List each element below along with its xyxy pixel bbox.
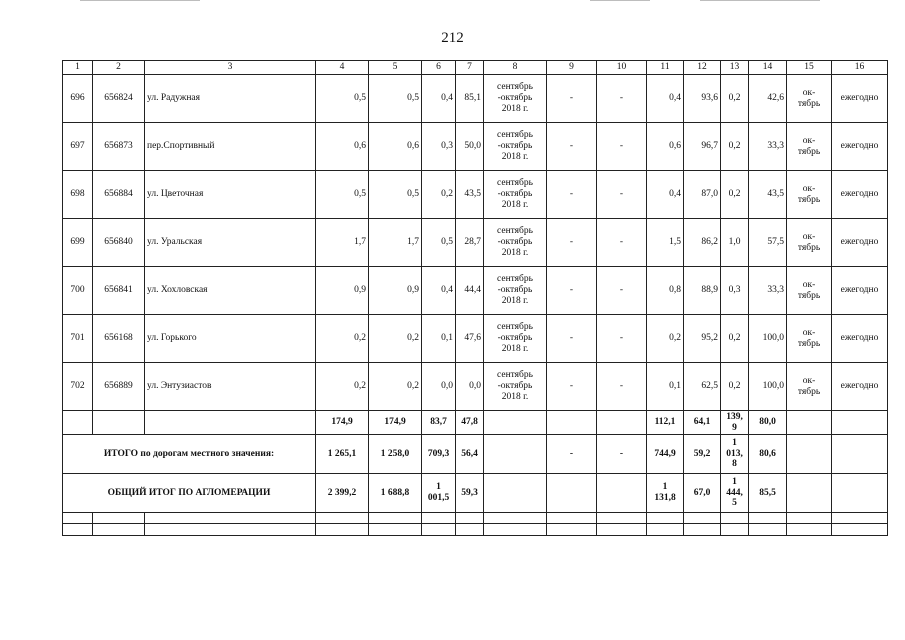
grand-total-c4: 2 399,2 bbox=[316, 474, 369, 513]
subtotal-c4: 174,9 bbox=[316, 411, 369, 435]
row-number-cell: 697 bbox=[63, 123, 93, 171]
period-cell: сентябрь -октябрь 2018 г. bbox=[484, 219, 547, 267]
col-7-cell: 43,5 bbox=[456, 171, 484, 219]
subtotal-c13: 139, 9 bbox=[721, 411, 749, 435]
table-row bbox=[63, 75, 888, 123]
empty-cell bbox=[597, 474, 647, 513]
col-11-cell: 0,8 bbox=[647, 267, 684, 315]
road-code-cell: 656873 bbox=[93, 123, 145, 171]
col-9-cell: - bbox=[547, 267, 597, 315]
col-13-cell: 0,2 bbox=[721, 363, 749, 411]
row-number-cell: 700 bbox=[63, 267, 93, 315]
empty-cell bbox=[787, 435, 832, 474]
header-cell: 11 bbox=[647, 61, 684, 75]
subtotal-row bbox=[63, 411, 888, 435]
row-number-cell: 701 bbox=[63, 315, 93, 363]
header-cell: 3 bbox=[145, 61, 316, 75]
frequency-cell: ежегодно bbox=[832, 219, 888, 267]
empty-cell bbox=[547, 411, 597, 435]
subtotal-c5: 174,9 bbox=[369, 411, 422, 435]
road-code-cell: 656841 bbox=[93, 267, 145, 315]
frequency-cell: ежегодно bbox=[832, 171, 888, 219]
road-name-cell: ул. Хохловская bbox=[145, 267, 316, 315]
table-row bbox=[63, 219, 888, 267]
header-cell: 5 bbox=[369, 61, 422, 75]
top-rule-mid bbox=[590, 0, 650, 1]
col-5-cell: 0,2 bbox=[369, 315, 422, 363]
col-12-cell: 88,9 bbox=[684, 267, 721, 315]
col-4-cell: 0,5 bbox=[316, 171, 369, 219]
header-cell: 13 bbox=[721, 61, 749, 75]
road-code-cell: 656840 bbox=[93, 219, 145, 267]
road-code-cell: 656884 bbox=[93, 171, 145, 219]
col-6-cell: 0,5 bbox=[422, 219, 456, 267]
itogo-c4: 1 265,1 bbox=[316, 435, 369, 474]
empty-cell bbox=[484, 411, 547, 435]
col-12-cell: 62,5 bbox=[684, 363, 721, 411]
empty-cell bbox=[484, 474, 547, 513]
itogo-c14: 80,6 bbox=[749, 435, 787, 474]
blank-row bbox=[63, 513, 888, 524]
month-cell: ок- тябрь bbox=[787, 75, 832, 123]
blank-row bbox=[63, 524, 888, 536]
row-number-cell: 699 bbox=[63, 219, 93, 267]
grand-total-c7: 59,3 bbox=[456, 474, 484, 513]
header-cell: 16 bbox=[832, 61, 888, 75]
col-10-cell: - bbox=[597, 219, 647, 267]
table-row bbox=[63, 363, 888, 411]
month-cell: ок- тябрь bbox=[787, 315, 832, 363]
col-6-cell: 0,3 bbox=[422, 123, 456, 171]
header-cell: 6 bbox=[422, 61, 456, 75]
empty-cell bbox=[832, 435, 888, 474]
col-6-cell: 0,4 bbox=[422, 267, 456, 315]
header-cell: 10 bbox=[597, 61, 647, 75]
grand-total-c12: 67,0 bbox=[684, 474, 721, 513]
col-10-cell: - bbox=[597, 363, 647, 411]
col-13-cell: 0,3 bbox=[721, 267, 749, 315]
col-5-cell: 0,5 bbox=[369, 75, 422, 123]
col-6-cell: 0,2 bbox=[422, 171, 456, 219]
col-5-cell: 0,9 bbox=[369, 267, 422, 315]
col-14-cell: 100,0 bbox=[749, 315, 787, 363]
empty-cell bbox=[832, 474, 888, 513]
grand-total-c13: 1 444, 5 bbox=[721, 474, 749, 513]
subtotal-c12: 64,1 bbox=[684, 411, 721, 435]
col-5-cell: 1,7 bbox=[369, 219, 422, 267]
road-code-cell: 656168 bbox=[93, 315, 145, 363]
col-13-cell: 0,2 bbox=[721, 123, 749, 171]
top-rule-right bbox=[700, 0, 820, 1]
header-row bbox=[63, 61, 888, 75]
roads-table bbox=[62, 60, 888, 536]
month-cell: ок- тябрь bbox=[787, 363, 832, 411]
grand-total-c6: 1 001,5 bbox=[422, 474, 456, 513]
header-cell: 8 bbox=[484, 61, 547, 75]
col-6-cell: 0,4 bbox=[422, 75, 456, 123]
frequency-cell: ежегодно bbox=[832, 123, 888, 171]
subtotal-c14: 80,0 bbox=[749, 411, 787, 435]
month-cell: ок- тябрь bbox=[787, 171, 832, 219]
col-7-cell: 85,1 bbox=[456, 75, 484, 123]
header-cell: 1 bbox=[63, 61, 93, 75]
period-cell: сентябрь -октябрь 2018 г. bbox=[484, 363, 547, 411]
empty-cell bbox=[484, 435, 547, 474]
itogo-c9: - bbox=[547, 435, 597, 474]
col-13-cell: 1,0 bbox=[721, 219, 749, 267]
itogo-c12: 59,2 bbox=[684, 435, 721, 474]
header-cell: 9 bbox=[547, 61, 597, 75]
frequency-cell: ежегодно bbox=[832, 75, 888, 123]
col-4-cell: 0,5 bbox=[316, 75, 369, 123]
col-4-cell: 1,7 bbox=[316, 219, 369, 267]
road-name-cell: ул. Цветочная bbox=[145, 171, 316, 219]
col-4-cell: 0,9 bbox=[316, 267, 369, 315]
row-number-cell: 696 bbox=[63, 75, 93, 123]
month-cell: ок- тябрь bbox=[787, 219, 832, 267]
itogo-c13: 1 013, 8 bbox=[721, 435, 749, 474]
empty-cell bbox=[787, 411, 832, 435]
header-cell: 14 bbox=[749, 61, 787, 75]
col-6-cell: 0,1 bbox=[422, 315, 456, 363]
col-12-cell: 93,6 bbox=[684, 75, 721, 123]
itogo-label: ИТОГО по дорогам местного значения: bbox=[63, 435, 316, 474]
col-14-cell: 43,5 bbox=[749, 171, 787, 219]
col-12-cell: 87,0 bbox=[684, 171, 721, 219]
col-13-cell: 0,2 bbox=[721, 75, 749, 123]
road-name-cell: пер.Спортивный bbox=[145, 123, 316, 171]
header-cell: 2 bbox=[93, 61, 145, 75]
col-14-cell: 57,5 bbox=[749, 219, 787, 267]
top-rule-left bbox=[80, 0, 200, 1]
col-9-cell: - bbox=[547, 315, 597, 363]
col-11-cell: 0,4 bbox=[647, 171, 684, 219]
col-7-cell: 50,0 bbox=[456, 123, 484, 171]
road-name-cell: ул. Радужная bbox=[145, 75, 316, 123]
itogo-c11: 744,9 bbox=[647, 435, 684, 474]
period-cell: сентябрь -октябрь 2018 г. bbox=[484, 267, 547, 315]
col-9-cell: - bbox=[547, 171, 597, 219]
table-row bbox=[63, 315, 888, 363]
col-11-cell: 0,1 bbox=[647, 363, 684, 411]
col-10-cell: - bbox=[597, 267, 647, 315]
subtotal-c6: 83,7 bbox=[422, 411, 456, 435]
empty-cell bbox=[63, 411, 93, 435]
grand-total-c5: 1 688,8 bbox=[369, 474, 422, 513]
col-14-cell: 100,0 bbox=[749, 363, 787, 411]
road-name-cell: ул. Уральская bbox=[145, 219, 316, 267]
header-cell: 15 bbox=[787, 61, 832, 75]
col-12-cell: 96,7 bbox=[684, 123, 721, 171]
col-5-cell: 0,2 bbox=[369, 363, 422, 411]
col-14-cell: 33,3 bbox=[749, 123, 787, 171]
road-name-cell: ул. Энтузиастов bbox=[145, 363, 316, 411]
col-12-cell: 86,2 bbox=[684, 219, 721, 267]
month-cell: ок- тябрь bbox=[787, 123, 832, 171]
grand-total-row bbox=[63, 474, 888, 513]
empty-cell bbox=[547, 474, 597, 513]
col-10-cell: - bbox=[597, 171, 647, 219]
road-code-cell: 656824 bbox=[93, 75, 145, 123]
period-cell: сентябрь -октябрь 2018 г. bbox=[484, 315, 547, 363]
itogo-c10: - bbox=[597, 435, 647, 474]
col-11-cell: 0,6 bbox=[647, 123, 684, 171]
itogo-c7: 56,4 bbox=[456, 435, 484, 474]
col-12-cell: 95,2 bbox=[684, 315, 721, 363]
col-11-cell: 0,2 bbox=[647, 315, 684, 363]
col-11-cell: 0,4 bbox=[647, 75, 684, 123]
grand-total-c11: 1 131,8 bbox=[647, 474, 684, 513]
period-cell: сентябрь -октябрь 2018 г. bbox=[484, 123, 547, 171]
table-row bbox=[63, 267, 888, 315]
col-13-cell: 0,2 bbox=[721, 315, 749, 363]
itogo-c6: 709,3 bbox=[422, 435, 456, 474]
col-9-cell: - bbox=[547, 219, 597, 267]
empty-cell bbox=[145, 411, 316, 435]
frequency-cell: ежегодно bbox=[832, 315, 888, 363]
itogo-row bbox=[63, 435, 888, 474]
col-4-cell: 0,2 bbox=[316, 315, 369, 363]
col-7-cell: 44,4 bbox=[456, 267, 484, 315]
col-5-cell: 0,5 bbox=[369, 171, 422, 219]
empty-cell bbox=[832, 411, 888, 435]
month-cell: ок- тябрь bbox=[787, 267, 832, 315]
table-row bbox=[63, 123, 888, 171]
header-cell: 4 bbox=[316, 61, 369, 75]
empty-cell bbox=[787, 474, 832, 513]
frequency-cell: ежегодно bbox=[832, 363, 888, 411]
row-number-cell: 702 bbox=[63, 363, 93, 411]
grand-total-c14: 85,5 bbox=[749, 474, 787, 513]
period-cell: сентябрь -октябрь 2018 г. bbox=[484, 75, 547, 123]
header-cell: 12 bbox=[684, 61, 721, 75]
col-10-cell: - bbox=[597, 123, 647, 171]
itogo-c5: 1 258,0 bbox=[369, 435, 422, 474]
empty-cell bbox=[93, 411, 145, 435]
col-9-cell: - bbox=[547, 123, 597, 171]
col-10-cell: - bbox=[597, 315, 647, 363]
col-7-cell: 0,0 bbox=[456, 363, 484, 411]
col-4-cell: 0,2 bbox=[316, 363, 369, 411]
col-7-cell: 47,6 bbox=[456, 315, 484, 363]
subtotal-c11: 112,1 bbox=[647, 411, 684, 435]
col-14-cell: 33,3 bbox=[749, 267, 787, 315]
row-number-cell: 698 bbox=[63, 171, 93, 219]
col-13-cell: 0,2 bbox=[721, 171, 749, 219]
table-row bbox=[63, 171, 888, 219]
col-6-cell: 0,0 bbox=[422, 363, 456, 411]
col-4-cell: 0,6 bbox=[316, 123, 369, 171]
frequency-cell: ежегодно bbox=[832, 267, 888, 315]
subtotal-c7: 47,8 bbox=[456, 411, 484, 435]
header-cell: 7 bbox=[456, 61, 484, 75]
col-10-cell: - bbox=[597, 75, 647, 123]
period-cell: сентябрь -октябрь 2018 г. bbox=[484, 171, 547, 219]
col-9-cell: - bbox=[547, 363, 597, 411]
col-7-cell: 28,7 bbox=[456, 219, 484, 267]
col-5-cell: 0,6 bbox=[369, 123, 422, 171]
road-code-cell: 656889 bbox=[93, 363, 145, 411]
road-name-cell: ул. Горького bbox=[145, 315, 316, 363]
empty-cell bbox=[597, 411, 647, 435]
col-14-cell: 42,6 bbox=[749, 75, 787, 123]
grand-total-label: ОБЩИЙ ИТОГ ПО АГЛОМЕРАЦИИ bbox=[63, 474, 316, 513]
col-11-cell: 1,5 bbox=[647, 219, 684, 267]
col-9-cell: - bbox=[547, 75, 597, 123]
page-number: 212 bbox=[441, 30, 464, 46]
